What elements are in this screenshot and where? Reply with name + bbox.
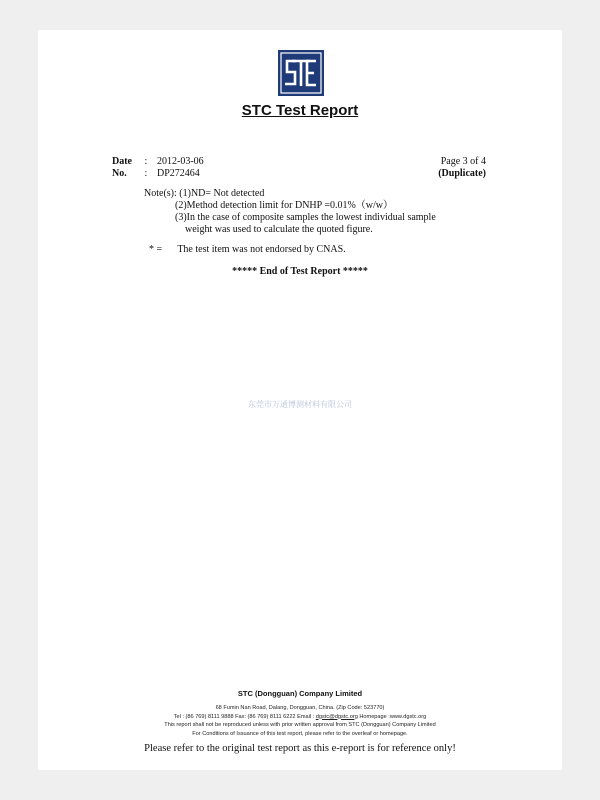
page-number: Page 3 of 4 [440,156,486,167]
conditions-note: For Conditions of Issuance of this test report, please refer to the overleaf or homepage. [192,730,408,737]
disclaimer: Please refer to the original test report as this e-report is for reference only! [144,743,456,754]
report-title: STC Test Report [241,102,359,119]
cnas-mark: * = [149,244,163,255]
note-item: weight was used to calculate the quoted figure. [185,224,373,235]
date-separator: : [144,156,148,167]
stc-logo-icon [278,50,324,96]
report-meta [112,156,204,180]
report-page [38,30,562,770]
report-number-label: No. [112,168,127,179]
report-number-row [112,168,204,180]
notes-heading: Note(s): [144,188,177,199]
company-name: STC (Dongguan) Company Limited [237,689,363,698]
note-item: (3)In the case of composite samples the lowest individual sample [175,212,436,223]
reproduction-note: This report shall not be reproduced unless with prior written approval from STC (Dongguan) Company Limited [164,722,436,728]
note-item: (1)ND= Not detected [179,188,265,199]
copy-status: (Duplicate) [438,168,486,179]
notes-section [144,188,436,236]
report-number-value: DP272464 [157,168,200,179]
contact-prefix: Tel : (86 769) 8111 9888 Fax: (86 769) 8111 6222 Email : [173,713,316,720]
cnas-note [149,244,346,255]
footer-details [38,704,562,738]
note-item: (2)Method detection limit for DNHP =0.01%（w/w） [175,200,394,211]
report-number-separator: : [144,168,148,179]
company-address: 68 Fumin Nan Road, Dalang, Dongguan, China. (Zip Code: 523770) [215,705,385,711]
email-link[interactable]: dgstc@dgstc.org [315,713,358,720]
watermark: 东莞市万通博测材料有限公司 [248,400,352,409]
homepage-text: Homepage :www.dgstc.org [357,713,427,720]
date-label: Date [112,156,132,167]
date-value: 2012-03-06 [157,156,204,167]
end-of-report: ***** End of Test Report ***** [232,266,368,277]
cnas-text: The test item was not endorsed by CNAS. [177,244,346,255]
page-info [438,156,486,180]
date-row [112,156,204,168]
contact-line [38,713,562,722]
